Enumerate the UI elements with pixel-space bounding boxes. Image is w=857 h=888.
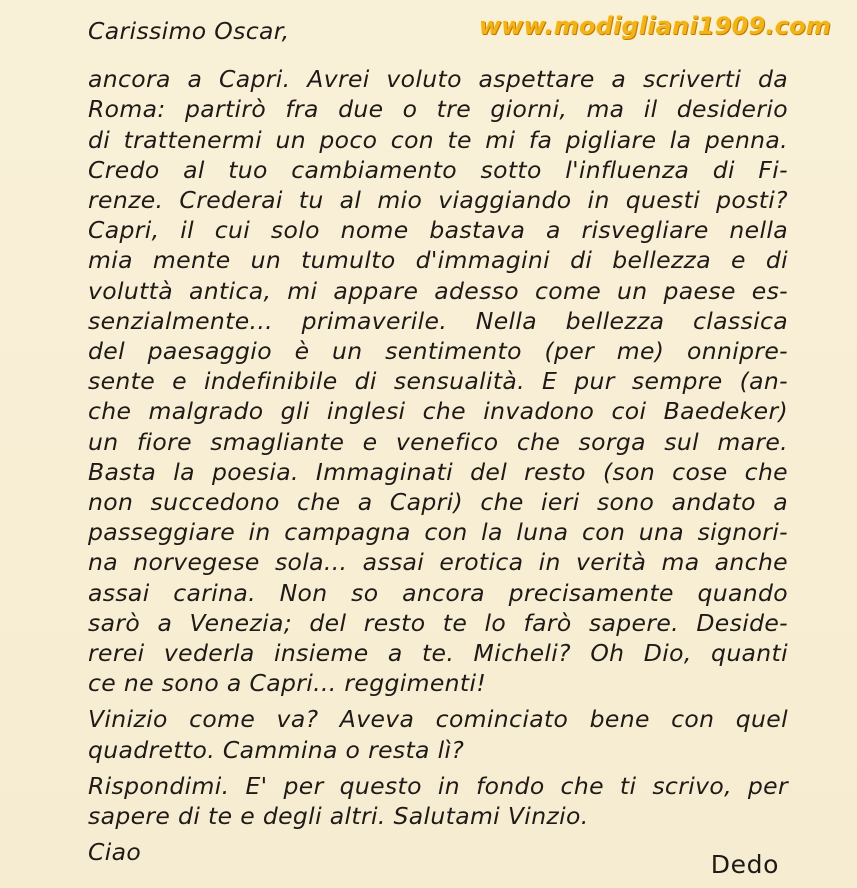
letter-line: quadretto. Cammina o resta lì?	[88, 735, 465, 764]
letter-line: sente e indefinibile di sensualità. E pur sempre (an-	[88, 367, 788, 396]
letter-line: sapere di te e degli altri. Salutami Vinzio.	[88, 802, 589, 831]
letter-line: senzialmente... primaverile. Nella bellezza classica	[88, 306, 788, 335]
letter-line: na norvegese sola... assai erotica in verità ma anche	[88, 548, 788, 577]
letter-line: Credo al tuo cambiamento sotto l'influenza di Fi-	[88, 155, 788, 184]
letter-line: rerei vederla insieme a te. Micheli? Oh Dio, quanti	[88, 639, 788, 668]
letter-line: ce ne sono a Capri... reggimenti!	[88, 669, 487, 698]
letter-line: renze. Crederai tu al mio viaggiando in questi posti?	[88, 186, 788, 215]
letter-salutation: Carissimo Oscar,	[88, 17, 290, 45]
letter-line: di trattenermi un poco con te mi fa pigliare la penna.	[88, 125, 788, 154]
letter-line: non succedono che a Capri) che ieri sono andato a	[88, 488, 788, 517]
letter-line: passeggiare in campagna con la luna con una signori-	[88, 518, 788, 547]
letter-line: ancora a Capri. Avrei voluto aspettare a scriverti da	[88, 65, 788, 94]
letter-line: Basta la poesia. Immaginati del resto (son cose che	[88, 457, 788, 486]
letter-paragraph	[88, 704, 788, 764]
letter-closing: Ciao	[88, 838, 142, 867]
letter-line: sarò a Venezia; del resto te lo farò sapere. Deside-	[88, 608, 788, 637]
letter-line: del paesaggio è un sentimento (per me) onnipre-	[88, 337, 788, 366]
letter-line: Capri, il cui solo nome bastava a risvegliare nella	[88, 216, 788, 245]
letter-line: un fiore smagliante e venefico che sorga sul mare.	[88, 427, 788, 456]
letter-paragraphs	[88, 64, 788, 831]
letter-paragraph	[88, 64, 788, 698]
letter-paragraph	[88, 771, 788, 831]
letter-line: Roma: partirò fra due o tre giorni, ma il desiderio	[88, 95, 788, 124]
letter-line: Vinizio come va? Aveva cominciato bene con quel	[88, 705, 788, 734]
watermark-url: www.modigliani1909.com	[478, 12, 831, 40]
letter-line: mia mente un tumulto d'immagini di bellezza e di	[88, 246, 788, 275]
letter-signature: Dedo	[710, 850, 779, 879]
letter-line: Rispondimi. E' per questo in fondo che ti scrivo, per	[88, 771, 788, 800]
letter-line: assai carina. Non so ancora precisamente quando	[88, 578, 788, 607]
letter-line: che malgrado gli inglesi che invadono coi Baedeker)	[88, 397, 788, 426]
letter-line: voluttà antica, mi appare adesso come un paese es-	[88, 276, 788, 305]
letter-body	[88, 16, 788, 867]
